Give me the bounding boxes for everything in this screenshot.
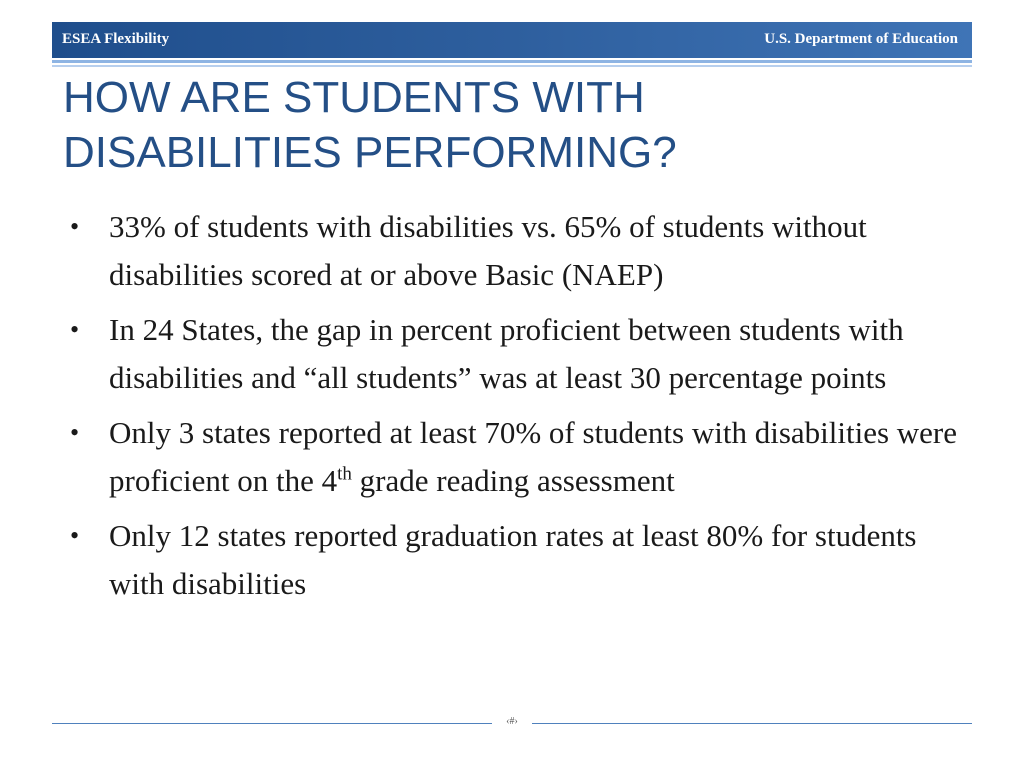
bullet-text: 33% of students with disabilities vs. 65% of students without disabilities scored at or above Basic (NAEP) — [109, 209, 867, 292]
bullet-text-after: grade reading assessment — [351, 463, 675, 498]
ordinal-superscript: th — [337, 463, 352, 485]
slide-title-line-2: DISABILITIES PERFORMING? — [63, 128, 677, 177]
bullet-dot-icon: • — [70, 418, 80, 447]
bullet-dot-icon: • — [70, 212, 80, 241]
bullet-item — [66, 409, 966, 505]
bullet-text: In 24 States, the gap in percent proficient between students with disabilities and “all students” was at least 30 percentage points — [109, 312, 904, 395]
header-divider — [52, 60, 972, 63]
bullet-text-before: Only 3 states reported at least 70% of students with disabilities were proficient on the 4 — [109, 415, 958, 498]
bullet-item — [66, 306, 966, 402]
header-divider-thin — [52, 65, 972, 67]
slide-title-line-1: HOW ARE STUDENTS WITH — [63, 73, 645, 122]
bullet-item — [66, 512, 966, 608]
bullet-dot-icon: • — [70, 521, 80, 550]
header-bar — [52, 22, 972, 58]
footer-divider-right — [532, 723, 972, 724]
header-left-label: ESEA Flexibility — [62, 31, 170, 47]
header-right-label: U.S. Department of Education — [764, 31, 958, 47]
bullet-text — [109, 415, 957, 498]
bullet-dot-icon: • — [70, 315, 80, 344]
bullet-list — [66, 203, 966, 615]
bullet-item — [66, 203, 966, 299]
slide-title — [63, 70, 963, 180]
bullet-text: Only 12 states reported graduation rates at least 80% for students with disabilities — [109, 518, 917, 601]
footer-divider-left — [52, 723, 492, 724]
page-number-marker: ‹#› — [506, 716, 518, 727]
